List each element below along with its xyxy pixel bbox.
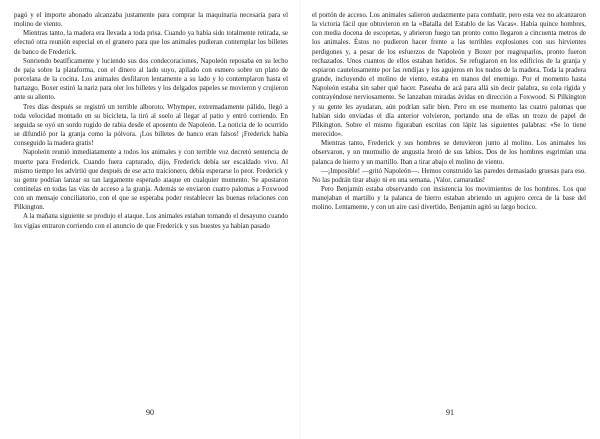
right-page-text <box>312 11 586 212</box>
paragraph: pagó y el importe abonado alcanzaba justamente para comprar la maquinaria necesaria para el molino de viento. <box>14 12 288 29</box>
paragraph: Mientras tanto, Frederick y sus hombres se detuvieron junto al molino. Los animales los observaron, y un murmullo de angustia brotó de sus labios. Dos de los hombres esgrimían una palanca de hierro y un martillo. Iban a tirar abajo el molino de viento. <box>312 140 586 166</box>
page-number: 91 <box>446 408 454 417</box>
paragraph: —¡Imposible! —gritó Napoleón—. Hemos construido las paredes demasiado gruesas para eso. No las podrán tirar abajo ni en una semana. ¡Valor, camaradas! <box>312 167 586 184</box>
paragraph: Mientras tanto, la madera era llevada a toda prisa. Cuando ya había sido totalmente retirada, se efectuó otra reunión especial en el granero para que los animales pudieran contemplar los billetes de banco de Frederick. <box>14 30 288 56</box>
paragraph: Napoleón reunió inmediatamente a todos los animales y con terrible voz decretó sentencia de muerte para Frederick. Cuando fuera capturado, dijo, Frederick debía ser escaldado vivo. Al mismo tiempo les advirtió que después de ese acto traicionero, debía esperarse lo peor. Frederick y su gente podrían lanzar su tan largamente esperado ataque en cualquier momento. Se apostaron centinelas en todas las vías de acceso a la granja. Además se enviaron cuatro palomas a Foxwood con un mensaje conciliatorio, con el que se esperaba poder restablecer las buenas relaciones con Pilkington. <box>14 149 288 212</box>
paragraph: el portón de acceso. Los animales salieron audazmente para combatir, pero esta vez no alcanzaron la victoria fácil que obtuvieron en la «Batalla del Establo de las Vacas». Había quince hombres, con media docena de escopetas, y abrieron fuego tan pronto como llegaron a cincuenta metros de los animales. Éstos no pudieron hacer frente a las terribles explosiones con sus hirvientes perdigones y, a pesar de los esfuerzos de Napoleón y Boxer por reagruparlos, pronto fueron rechazados. Unos cuantos de ellos estaban heridos. Se refugiaron en los edificios de la granja y espiaron cautelosamente por las rendijas y los agujeros en los nudos de la madera. Toda la pradera grande, incluyendo el molino de viento, estaba en manos del enemigo. Por el momento hasta Napoleón estaba sin saber qué hacer. Paseaba de acá para allá sin decir palabra, su cola rígida y contrayéndose nerviosamente. Se lanzaban miradas ávidas en dirección a Foxwood. Si Pilkington y su gente les ayudaran, aún podrían salir bien. Pero en ese momento las cuatro palomas que habían sido enviadas el día anterior volvieron, portando una de ellas un trozo de papel de Pilkington. Sobre el mismo figuraban escritas con lápiz las siguientes palabras: «Se lo tiene merecido». <box>312 12 586 139</box>
paragraph: Tres días después se registró un terrible alboroto. Whymper, extremadamente pálido, llegó a toda velocidad montado en su bicicleta, la tiró al suelo al llegar al patio y entró corriendo. En seguida se oyó un sordo rugido de rabia desde el aposento de Napoleón. La noticia de lo ocurrido se difundió por la granja como la pólvora. ¡Los billetes de banco eran falsos! ¡Frederick había conseguido la madera gratis! <box>14 103 288 148</box>
page-number: 90 <box>146 408 154 417</box>
paragraph: Sonriendo beatíficamente y luciendo sus dos condecoraciones, Napoleón reposaba en su lecho de paja sobre la plataforma, con el dinero al lado suyo, apilado con esmero sobre un plato de porcelana de la cocina. Los animales desfilaron lentamente a su lado y lo contemplaron hasta el hartazgo. Boxer estiró la nariz para oler los billetes y los delgados papeles se movieron y crujieron ante su aliento. <box>14 57 288 102</box>
paragraph: Pero Benjamín estaba observando con insistencia los movimientos de los hombres. Los que manejaban el martillo y la palanca de hierro estaban abriendo un agujero cerca de la base del molino. Lentamente, y con un aire casi divertido, Benjamín agitó su largo hocico. <box>312 185 586 212</box>
right-page <box>300 0 600 439</box>
paragraph: A la mañana siguiente se produjo el ataque. Los animales estaban tomando el desayuno cuando los vigías entraron corriendo con el anuncio de que Frederick y sus huestes ya habían pasado <box>14 213 288 230</box>
left-page-text <box>14 11 288 231</box>
